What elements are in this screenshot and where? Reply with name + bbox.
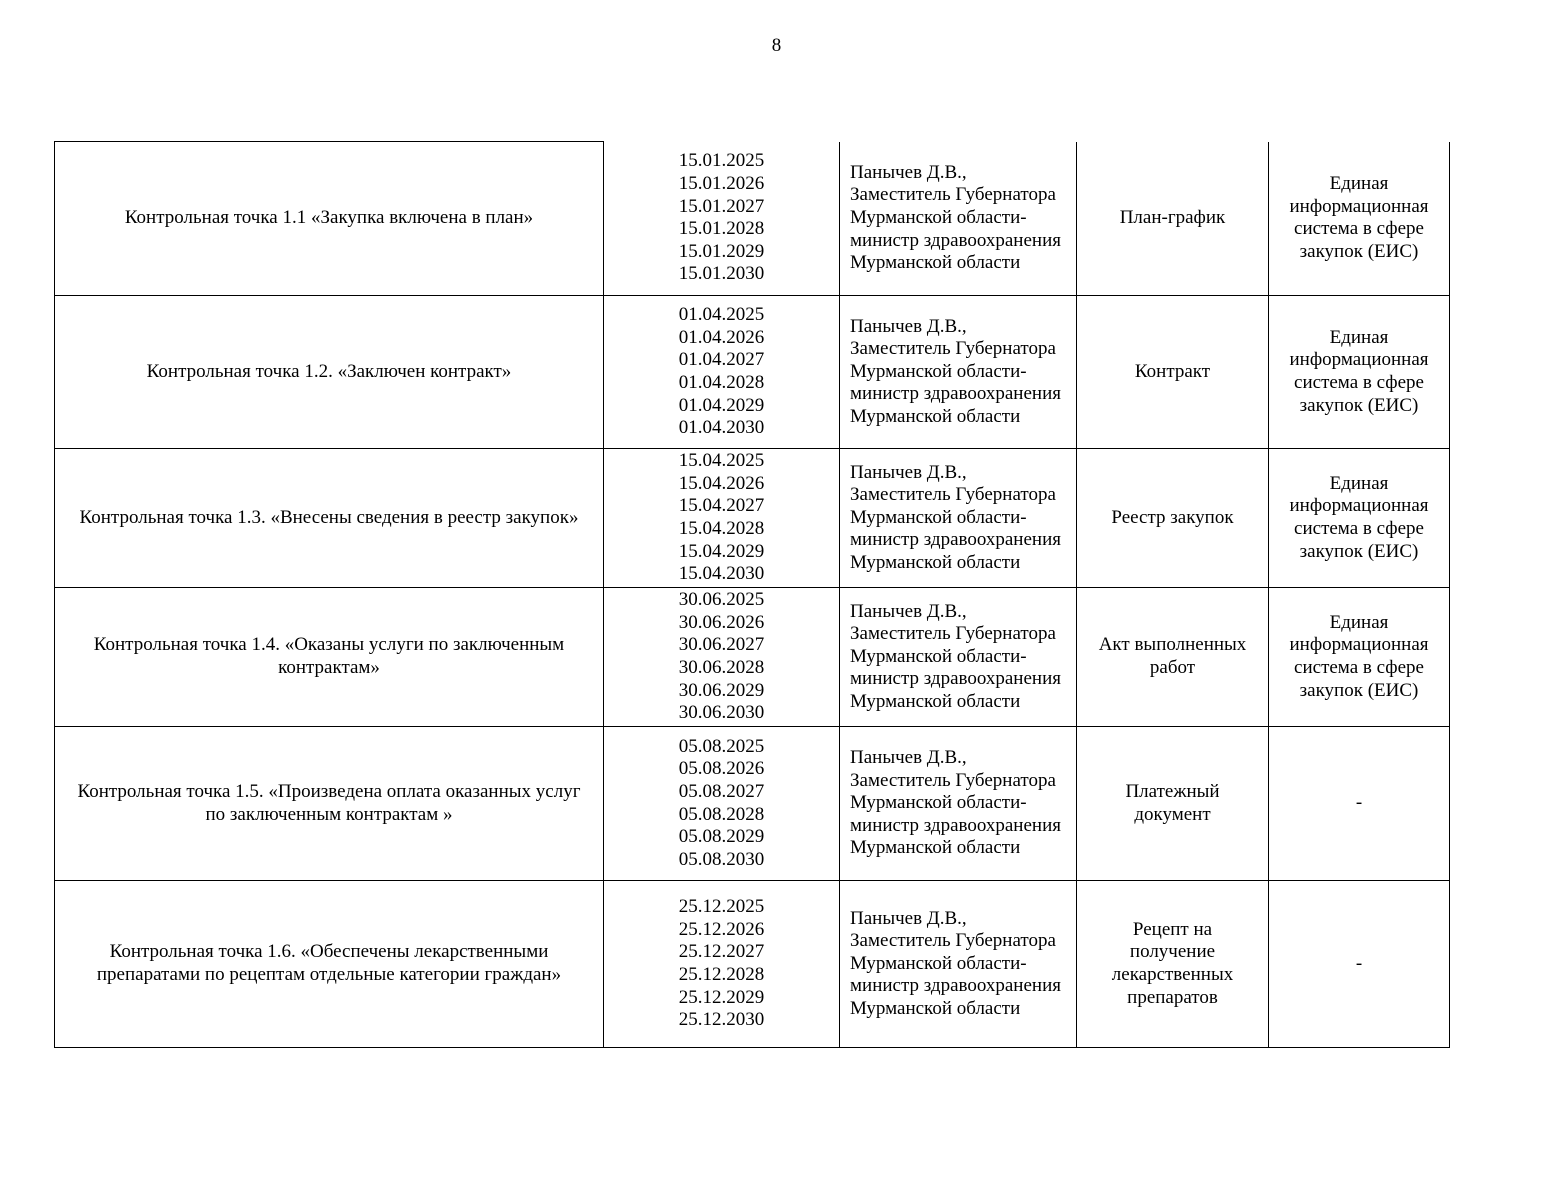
responsible-line: Мурманской области-: [850, 506, 1027, 528]
date-value: 05.08.2027: [678, 780, 765, 802]
date-value: 15.01.2026: [678, 173, 765, 195]
information-system: Единая информационная система в сфере закупок (ЕИС): [1269, 588, 1450, 727]
responsible-line: министр здравоохранения: [850, 975, 1061, 997]
responsible-person: [840, 881, 1077, 1048]
date-value: 05.08.2029: [678, 826, 765, 848]
control-points-table-body: [55, 142, 1450, 1048]
responsible-line: министр здравоохранения: [850, 383, 1061, 405]
date-value: 05.08.2030: [678, 848, 765, 870]
document-type: Рецепт на получение лекарственных препаратов: [1077, 881, 1269, 1048]
responsible-line: Заместитель Губернатора: [850, 930, 1056, 952]
responsible-line: министр здравоохранения: [850, 229, 1061, 251]
responsible-line: министр здравоохранения: [850, 529, 1061, 551]
date-value: 30.06.2027: [678, 634, 765, 656]
responsible-line: Панычев Д.В.,: [850, 461, 967, 483]
date-value: 15.01.2029: [678, 240, 765, 262]
control-point-name: Контрольная точка 1.6. «Обеспечены лекарственными препаратами по рецептам отдельные категории граждан»: [55, 881, 604, 1048]
responsible-line: Заместитель Губернатора: [850, 769, 1056, 791]
responsible-person: [840, 142, 1077, 296]
date-value: 30.06.2028: [678, 657, 765, 678]
information-system: Единая информационная система в сфере закупок (ЕИС): [1269, 449, 1450, 588]
document-type: Акт выполненных работ: [1077, 588, 1269, 727]
date-value: 15.04.2027: [678, 495, 765, 517]
date-value: 15.01.2027: [678, 195, 765, 217]
responsible-line: Панычев Д.В.,: [850, 907, 967, 929]
responsible-line: Мурманской области: [850, 551, 1021, 573]
date-value: 25.12.2026: [678, 918, 765, 940]
date-value: 15.04.2030: [678, 563, 765, 585]
responsible-line: Панычев Д.В.,: [850, 161, 967, 183]
date-value: 15.04.2025: [678, 450, 765, 472]
date-value: 15.01.2025: [678, 150, 765, 172]
control-point-name: Контрольная точка 1.3. «Внесены сведения в реестр закупок»: [55, 449, 604, 588]
document-type: Реестр закупок: [1077, 449, 1269, 588]
responsible-line: Мурманской области-: [850, 360, 1027, 382]
responsible-line: Мурманской области: [850, 405, 1021, 427]
responsible-line: Мурманской области: [850, 997, 1021, 1019]
date-value: 30.06.2030: [678, 702, 765, 724]
date-value: 30.06.2025: [678, 589, 765, 611]
information-system: Единая информационная система в сфере закупок (ЕИС): [1269, 296, 1450, 449]
date-value: 25.12.2028: [678, 964, 765, 985]
date-value: 05.08.2028: [678, 803, 765, 825]
control-point-dates: [604, 142, 840, 296]
date-value: 01.04.2029: [678, 394, 765, 416]
responsible-line: Мурманской области: [850, 690, 1021, 712]
responsible-line: Мурманской области-: [850, 792, 1027, 814]
control-point-dates: [604, 449, 840, 588]
responsible-person: [840, 296, 1077, 449]
responsible-line: Мурманской области-: [850, 645, 1027, 667]
responsible-line: Заместитель Губернатора: [850, 484, 1056, 506]
control-point-dates: [604, 881, 840, 1048]
responsible-line: Панычев Д.В.,: [850, 747, 967, 769]
table-row: [55, 881, 1450, 1048]
responsible-person: [840, 727, 1077, 881]
date-value: 25.12.2030: [678, 1009, 765, 1031]
information-system: -: [1269, 727, 1450, 881]
date-value: 15.04.2028: [678, 518, 765, 539]
table-row: [55, 296, 1450, 449]
responsible-line: министр здравоохранения: [850, 668, 1061, 690]
document-type: Платежный документ: [1077, 727, 1269, 881]
date-value: 01.04.2025: [678, 304, 765, 326]
responsible-person: [840, 449, 1077, 588]
date-value: 30.06.2029: [678, 679, 765, 701]
responsible-line: Заместитель Губернатора: [850, 623, 1056, 645]
date-value: 15.01.2028: [678, 218, 765, 240]
control-point-dates: [604, 727, 840, 881]
control-point-name: Контрольная точка 1.4. «Оказаны услуги по заключенным контрактам»: [55, 588, 604, 727]
date-value: 05.08.2026: [678, 758, 765, 780]
date-value: 15.01.2030: [678, 263, 765, 285]
table-row: [55, 588, 1450, 727]
responsible-line: Заместитель Губернатора: [850, 184, 1056, 206]
control-point-name: Контрольная точка 1.2. «Заключен контракт»: [55, 296, 604, 449]
date-value: 01.04.2028: [678, 372, 765, 393]
responsible-line: Мурманской области: [850, 252, 1021, 274]
responsible-person: [840, 588, 1077, 727]
responsible-line: Панычев Д.В.,: [850, 315, 967, 337]
control-points-table: [54, 141, 1450, 1048]
responsible-line: Мурманской области: [850, 837, 1021, 859]
control-point-dates: [604, 588, 840, 727]
responsible-line: министр здравоохранения: [850, 814, 1061, 836]
control-point-dates: [604, 296, 840, 449]
responsible-line: Мурманской области-: [850, 206, 1027, 228]
responsible-line: Мурманской области-: [850, 952, 1027, 974]
control-point-name: Контрольная точка 1.5. «Произведена оплата оказанных услуг по заключенным контрактам »: [55, 727, 604, 881]
date-value: 05.08.2025: [678, 735, 765, 757]
date-value: 25.12.2027: [678, 941, 765, 963]
responsible-line: Панычев Д.В.,: [850, 600, 967, 622]
information-system: -: [1269, 881, 1450, 1048]
information-system: Единая информационная система в сфере закупок (ЕИС): [1269, 142, 1450, 296]
date-value: 15.04.2026: [678, 472, 765, 494]
document-type: План-график: [1077, 142, 1269, 296]
responsible-line: Заместитель Губернатора: [850, 338, 1056, 360]
page-number: 8: [771, 35, 782, 56]
table-row: [55, 727, 1450, 881]
control-point-name: Контрольная точка 1.1 «Закупка включена в план»: [55, 142, 604, 296]
document-type: Контракт: [1077, 296, 1269, 449]
date-value: 01.04.2026: [678, 326, 765, 348]
date-value: 15.04.2029: [678, 540, 765, 562]
date-value: 25.12.2029: [678, 986, 765, 1008]
date-value: 01.04.2030: [678, 417, 765, 439]
date-value: 25.12.2025: [678, 896, 765, 918]
table-row: [55, 449, 1450, 588]
date-value: 30.06.2026: [678, 611, 765, 633]
table-row: [55, 142, 1450, 296]
date-value: 01.04.2027: [678, 349, 765, 371]
